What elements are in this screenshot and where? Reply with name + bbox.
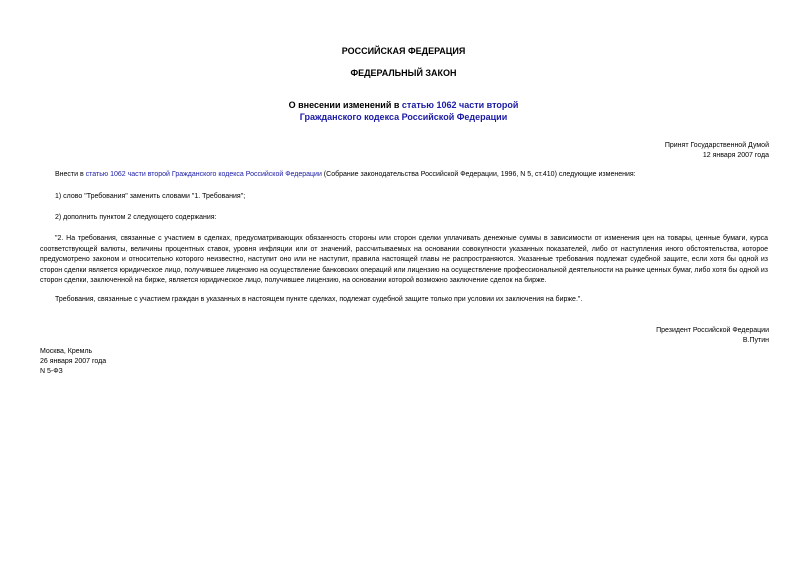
intro-prefix: Внести в [55, 171, 86, 178]
signature-name: В.Путин [742, 336, 769, 344]
intro-paragraph [40, 170, 768, 181]
adoption-block [665, 141, 769, 160]
item-3-paragraph: "2. На требования, связанные с участием в сделках, предусматривающих обязанность стороны или сторон сделки уплачивать денежные суммы в зависимости от изменения цен на товары, ценные бумаги, курса соответствующей валюты, величины процентных ставок, уровня инфляции или от значений, рассчитываемых на основании совокупности указанных показателей, либо от наступления иного обстоятельства, которое предусмотрено законом и относительно которого неизвестно, наступит оно или не наступит, правила настоящей главы не распространяются. Указанные требования подлежат судебной защите, если хотя бы одной из сторон сделки является юридическое лицо, получившее лицензию на осуществление банковских операций или лицензию на осуществление профессиональной деятельности на рынке ценных бумаг, либо хотя бы одной из сторон сделки, заключенной на бирже, является юридическое лицо, получившее лицензию, на основании которой возможно заключение сделок на бирже. [40, 235, 768, 284]
footer-block [40, 347, 106, 377]
intro-link[interactable]: статью 1062 части второй Гражданского кодекса Российской Федерации [85, 171, 322, 178]
adopted-by: Принят Государственной Думой [664, 142, 769, 149]
intro-suffix: (Собрание законодательства Российской Федерации, 1996, N 5, ст.410) следующие изменения: [321, 171, 636, 178]
signature-position: Президент Российской Федерации [656, 327, 769, 334]
title-prefix: О внесении изменений в [288, 100, 402, 110]
item-1-paragraph: 1) слово "Требования" заменить словами "1. Требования"; [55, 193, 246, 200]
footer-place: Москва, Кремль [40, 348, 93, 355]
law-title [0, 99, 807, 123]
title-link-article[interactable]: статью 1062 части второй [401, 100, 519, 110]
signature-block [656, 326, 769, 345]
footer-date: 26 января 2007 года [40, 358, 107, 365]
adopted-date: 12 января 2007 года [702, 151, 769, 159]
item-2-paragraph: 2) дополнить пунктом 2 следующего содержания: [55, 214, 217, 221]
title-link-code[interactable]: Гражданского кодекса Российской Федерации [299, 112, 508, 122]
doc-type-heading: ФЕДЕРАЛЬНЫЙ ЗАКОН [350, 68, 457, 78]
country-heading: РОССИЙСКАЯ ФЕДЕРАЦИЯ [341, 46, 466, 56]
footer-number: N 5-ФЗ [40, 368, 63, 375]
item-4-paragraph: Требования, связанные с участием граждан в указанных в настоящем пункте сделках, подлежат судебной защите только при условии их заключения на бирже.". [55, 296, 583, 303]
